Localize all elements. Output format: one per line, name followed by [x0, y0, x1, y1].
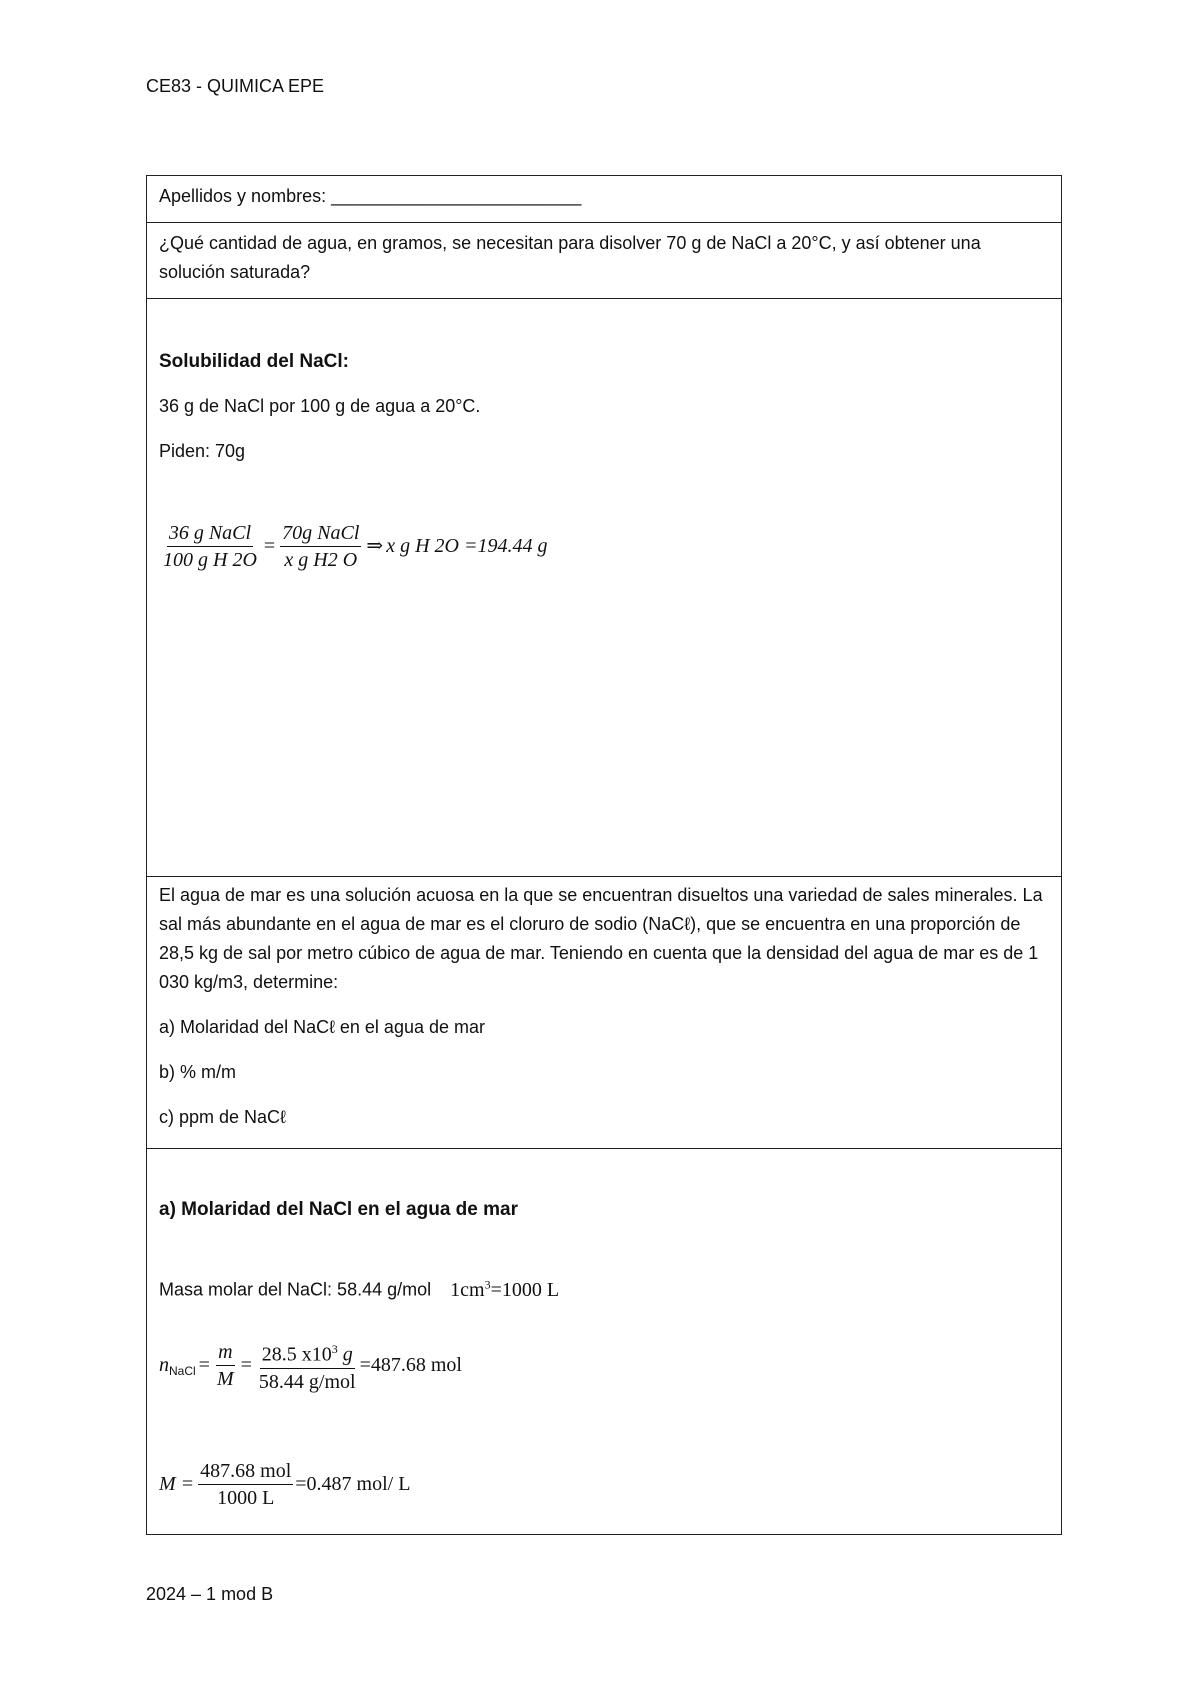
page-footer: 2024 – 1 mod B	[146, 1584, 274, 1604]
fraction-numerator: 36 g NaCl	[167, 521, 253, 547]
fraction-denominator: x g H2 O	[284, 549, 358, 571]
molarity-symbol: M =	[159, 1473, 195, 1495]
question-2-item-a: a) Molaridad del NaCℓ en el agua de mar	[159, 1017, 485, 1037]
answer-1-cell	[147, 299, 1062, 877]
fraction-numerator: 28.5 $x10^3$ g	[260, 1337, 355, 1369]
conversion-rest: =1000 L	[490, 1278, 560, 1301]
fraction-mass-over-molar-mass	[257, 1337, 358, 1394]
fraction-denominator: 58.44 g/mol	[258, 1370, 356, 1393]
molar-mass-label: Masa molar del NaCl: 58.44 g/mol	[159, 1279, 432, 1300]
equals-sign: =	[263, 535, 276, 557]
fraction-m-over-M	[215, 1340, 236, 1391]
answer-2-cell	[147, 1149, 1062, 1535]
question-2-item-b: b) % m/m	[159, 1062, 237, 1082]
answer-2-heading: a) Molaridad del NaCl en el agua de mar	[159, 1199, 518, 1220]
molarity-result: =0.487 mol/ L	[295, 1473, 411, 1495]
question-2-paragraph: El agua de mar es una solución acuosa en la que se encuentran disueltos una variedad de sales minerales. La sal más abundante en el agua de mar es el cloruro de sodio (NaCℓ), que se encuentra en una proporción de 28,5 kg de sal por metro cúbico de agua de mar. Teniendo en cuenta que la densidad del agua de mar es de 1 030 kg/m3, determine:	[159, 885, 1043, 992]
solubility-equation	[159, 521, 547, 572]
answer-1-heading: Solubilidad del NaCl:	[159, 351, 350, 372]
moles-subscript: NaCl	[169, 1363, 196, 1378]
fraction-numerator: 487.68 mol	[198, 1459, 293, 1485]
fraction-numerator: m	[216, 1340, 234, 1366]
fraction-denominator: 100 g H 2O	[163, 549, 257, 571]
moles-symbol: n	[159, 1353, 169, 1376]
answer-1-line-2: Piden: 70g	[159, 441, 246, 461]
moles-result: =487.68 mol	[359, 1353, 462, 1376]
fraction-denominator: M	[216, 1367, 234, 1390]
name-prompt[interactable]: Apellidos y nombres: _________________________	[159, 186, 582, 206]
fraction-36-over-100	[161, 521, 259, 572]
equation-result: x g H 2O =194.44 g	[386, 535, 548, 557]
question-1-cell	[147, 223, 1062, 299]
molarity-equation	[159, 1459, 410, 1510]
question-1-text: ¿Qué cantidad de agua, en gramos, se necesitan para disolver 70 g de NaCl a 20°C, y así obtener una solución saturada?	[159, 233, 981, 282]
conversion-exponent: 3	[484, 1277, 491, 1291]
fraction-70-over-x	[280, 521, 361, 572]
name-cell	[147, 176, 1062, 223]
question-2-cell	[147, 877, 1062, 1149]
page-header: CE83 - QUIMICA EPE	[146, 76, 325, 96]
exam-table	[146, 175, 1062, 1535]
volume-conversion	[450, 1279, 559, 1301]
conversion-base: 1cm	[450, 1278, 485, 1301]
implies-arrow: ⇒	[366, 535, 384, 557]
fraction-numerator: 70g NaCl	[280, 521, 361, 547]
question-2-item-c: c) ppm de NaCℓ	[159, 1107, 286, 1127]
fraction-denominator: 1000 L	[217, 1487, 275, 1509]
answer-1-line-1: 36 g de NaCl por 100 g de agua a 20°C.	[159, 396, 481, 416]
molar-mass-line	[159, 1270, 1049, 1305]
moles-equation: n NaCl = $\frac{m}{M}$ = $\frac{28.5 x10^3 g}{\text{58.44 g/mol}}$ =487.68 mol	[159, 1337, 462, 1394]
fraction-moles-over-volume	[198, 1459, 293, 1510]
